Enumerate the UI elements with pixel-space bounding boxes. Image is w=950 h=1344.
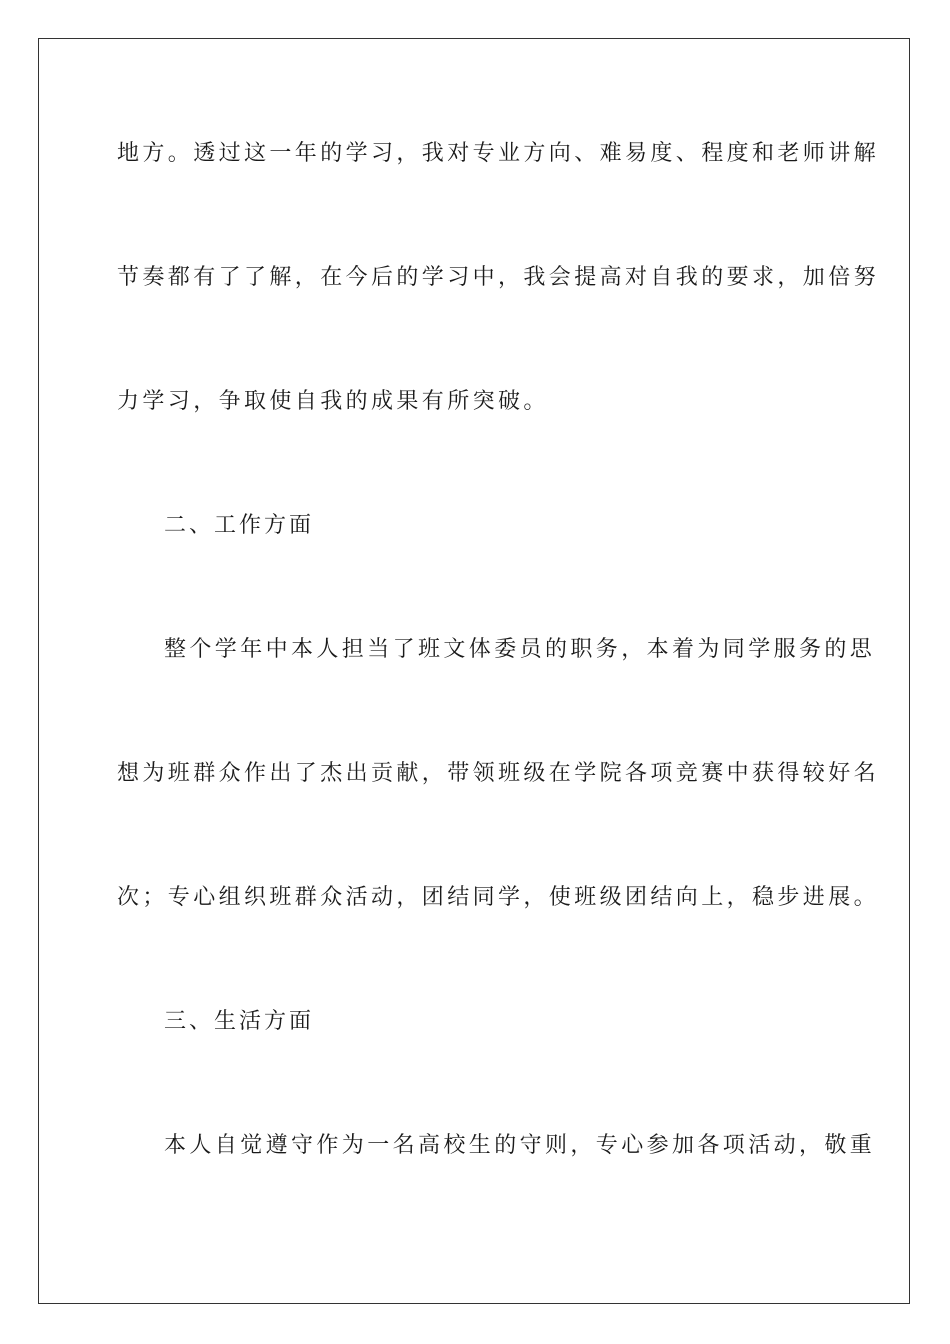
paragraph-line: 地方。透过这一年的学习，我对专业方向、难易度、程度和老师讲解	[117, 141, 880, 166]
paragraph-line: 想为班群众作出了杰出贡献，带领班级在学院各项竞赛中获得较好名	[117, 761, 880, 786]
section-heading-life: 三、生活方面	[164, 1009, 315, 1034]
paragraph-line: 本人自觉遵守作为一名高校生的守则，专心参加各项活动，敬重	[164, 1133, 876, 1158]
paragraph-line: 节奏都有了了解，在今后的学习中，我会提高对自我的要求，加倍努	[117, 265, 880, 290]
section-heading-work: 二、工作方面	[164, 513, 315, 538]
paragraph-line: 整个学年中本人担当了班文体委员的职务，本着为同学服务的思	[164, 637, 876, 662]
page-border	[38, 38, 910, 1304]
paragraph-line: 次；专心组织班群众活动，团结同学，使班级团结向上，稳步进展。	[117, 885, 880, 910]
paragraph-line: 力学习，争取使自我的成果有所突破。	[117, 389, 549, 414]
